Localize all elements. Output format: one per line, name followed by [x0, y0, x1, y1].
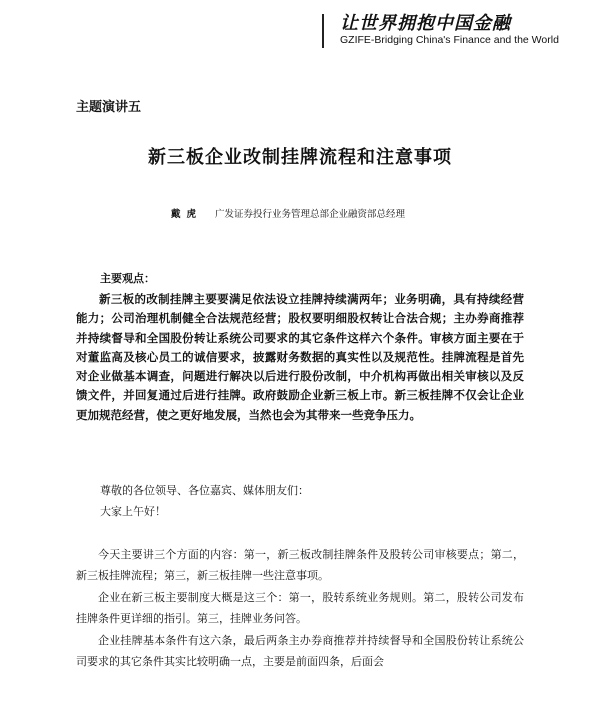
greeting-line: 大家上午好！ — [100, 505, 166, 518]
header-logo-text: 让世界拥抱中国金融 — [340, 13, 511, 34]
body-paragraph: 今天主要讲三个方面的内容：第一，新三板改制挂牌条件及股转公司审核要点；第二，新三板挂牌流程；第三，新三板挂牌一些注意事项。 — [76, 548, 524, 582]
header-tagline: GZIFE-Bridging China's Finance and the World — [340, 34, 559, 46]
author-line — [171, 206, 405, 220]
author-affiliation: 广发证券投行业务管理总部企业融资部总经理 — [215, 209, 406, 220]
summary-heading: 主要观点： — [100, 272, 155, 285]
body-paragraph: 企业挂牌基本条件有这六条，最后两条主办券商推荐并持续督导和全国股份转让系统公司要求的其它条件其实比较明确一点，主要是前面四条，后面会 — [76, 634, 524, 668]
body-paragraph: 企业在新三板主要制度大概是这三个：第一，股转系统业务规则。第二，股转公司发布挂牌条件更详细的指引。第三，挂牌业务问答。 — [76, 591, 524, 625]
author-name: 戴虎 — [171, 209, 203, 220]
summary-body: 新三板的改制挂牌主要要满足依法设立挂牌持续满两年；业务明确，具有持续经营能力；公司治理机制健全合法规范经营；股权要明细股权转让合法合规；主办券商推荐并持续督导和全国股份转让系统公司要求的其它条件这样六个条件。审核方面主要在于对董监高及核心员工的诚信要求，披露财务数据的真实性以及规范性。挂牌流程是首先对企业做基本调查，问题进行解决以后进行股份改制，中介机构再做出相关审核以及反馈文件，并回复通过后进行挂牌。政府鼓励企业新三板上市。新三板挂牌不仅会让企业更加规范经营，使之更好地发展，当然也会为其带来一些竞争压力。 — [76, 292, 524, 422]
header-divider — [322, 14, 324, 48]
greeting-line: 尊敬的各位领导、各位嘉宾、媒体朋友们： — [100, 484, 309, 497]
section-label: 主题演讲五 — [76, 100, 142, 115]
page-title: 新三板企业改制挂牌流程和注意事项 — [148, 147, 452, 168]
